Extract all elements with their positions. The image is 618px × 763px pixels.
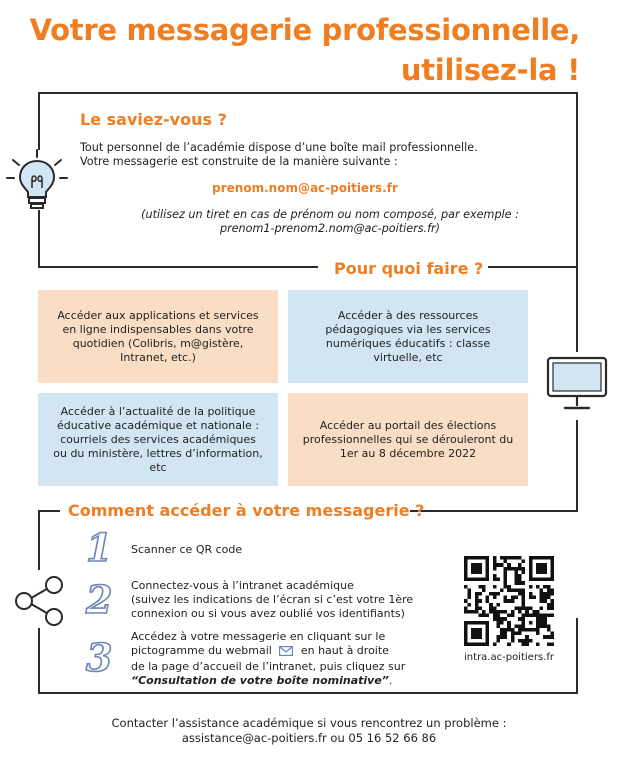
footer-line-1: Contacter l’assistance académique si vous rencontrez un problème : bbox=[111, 716, 507, 730]
saviez-line-2: Votre messagerie est construite de la manière suivante : bbox=[80, 155, 398, 168]
step-3-line-2b: en haut à droite bbox=[300, 644, 389, 657]
step-2-text bbox=[131, 579, 413, 621]
lightbulb-icon bbox=[4, 148, 70, 214]
step-3-line-2a: pictogramme du webmail bbox=[131, 644, 272, 657]
step-3-line-2 bbox=[131, 644, 405, 660]
frame-line bbox=[38, 210, 40, 268]
frame-line bbox=[38, 266, 318, 268]
step-2-number: 2 bbox=[86, 577, 113, 622]
qr-code[interactable] bbox=[464, 556, 554, 646]
frame-line bbox=[576, 420, 578, 512]
pourquoi-box-elections: Accéder au portail des élections professionnelles qui se dérouleront du 1er au 8 décembre 2022 bbox=[288, 393, 528, 486]
mail-icon bbox=[279, 646, 293, 660]
frame-line bbox=[576, 618, 578, 694]
frame-line bbox=[38, 92, 578, 94]
frame-line bbox=[38, 510, 60, 512]
comment-title: Comment accéder à votre messagerie ? bbox=[68, 501, 425, 520]
saviez-title: Le saviez-vous ? bbox=[80, 110, 227, 129]
frame-line bbox=[576, 266, 578, 352]
pourquoi-title: Pour quoi faire ? bbox=[334, 259, 484, 278]
step-1-text: Scanner ce QR code bbox=[131, 543, 243, 556]
step-3-line-4-bold: “Consultation de votre boîte nominative” bbox=[131, 674, 389, 687]
step-3-text bbox=[131, 630, 405, 688]
step-3-number: 3 bbox=[86, 635, 113, 680]
step-2-line-1: Connectez-vous à l’intranet académique bbox=[131, 579, 354, 592]
pourquoi-box-ressources: Accéder à des ressources pédagogiques via les services numériques éducatifs : classe virtuelle, etc bbox=[288, 290, 528, 383]
footer-line-2: assistance@ac-poitiers.fr ou 05 16 52 66 86 bbox=[181, 731, 437, 745]
pourquoi-box-actualite: Accéder à l’actualité de la politique éducative académique et nationale : courriels des services académiques ou du ministère, lettres d’information, etc bbox=[38, 393, 278, 486]
frame-line bbox=[38, 510, 40, 570]
step-2-line-2: (suivez les indications de l’écran si c’est votre 1ère bbox=[131, 593, 414, 606]
frame-line bbox=[488, 266, 578, 268]
share-icon bbox=[12, 574, 66, 628]
step-1-number: 1 bbox=[86, 525, 113, 570]
email-format: prenom.nom@ac-poitiers.fr bbox=[212, 181, 398, 195]
frame-line bbox=[38, 692, 578, 694]
qr-caption: intra.ac-poitiers.fr bbox=[464, 652, 554, 663]
step-3-line-4-end: . bbox=[388, 674, 393, 687]
monitor-icon bbox=[544, 352, 610, 418]
title-line-1: Votre messagerie professionnelle, bbox=[29, 13, 580, 47]
footer bbox=[0, 716, 618, 746]
saviez-note bbox=[120, 208, 540, 236]
step-3-line-3: de la page d’accueil de l’intranet, puis cliquez sur bbox=[131, 660, 406, 673]
saviez-line-1: Tout personnel de l’académie dispose d’une boîte mail professionnelle. bbox=[80, 141, 478, 154]
saviez-note-line-2: prenom1-prenom2.nom@ac-poitiers.fr) bbox=[219, 222, 441, 235]
step-3-line-4 bbox=[131, 674, 405, 688]
frame-line bbox=[38, 92, 40, 150]
frame-line bbox=[576, 92, 578, 267]
step-3-line-1: Accédez à votre messagerie en cliquant sur le bbox=[131, 630, 386, 643]
title-line-2: utilisez-la ! bbox=[400, 53, 580, 87]
frame-line bbox=[38, 628, 40, 693]
saviez-note-line-1: (utilisez un tiret en cas de prénom ou nom composé, par exemple : bbox=[141, 208, 519, 221]
frame-line bbox=[410, 510, 578, 512]
page-title bbox=[20, 10, 580, 90]
pourquoi-box-applications: Accéder aux applications et services en ligne indispensables dans votre quotidien (Colibris, m@gistère, Intranet, etc.) bbox=[38, 290, 278, 383]
step-2-line-3: connexion ou si vous avez oublié vos identifiants) bbox=[131, 607, 405, 620]
